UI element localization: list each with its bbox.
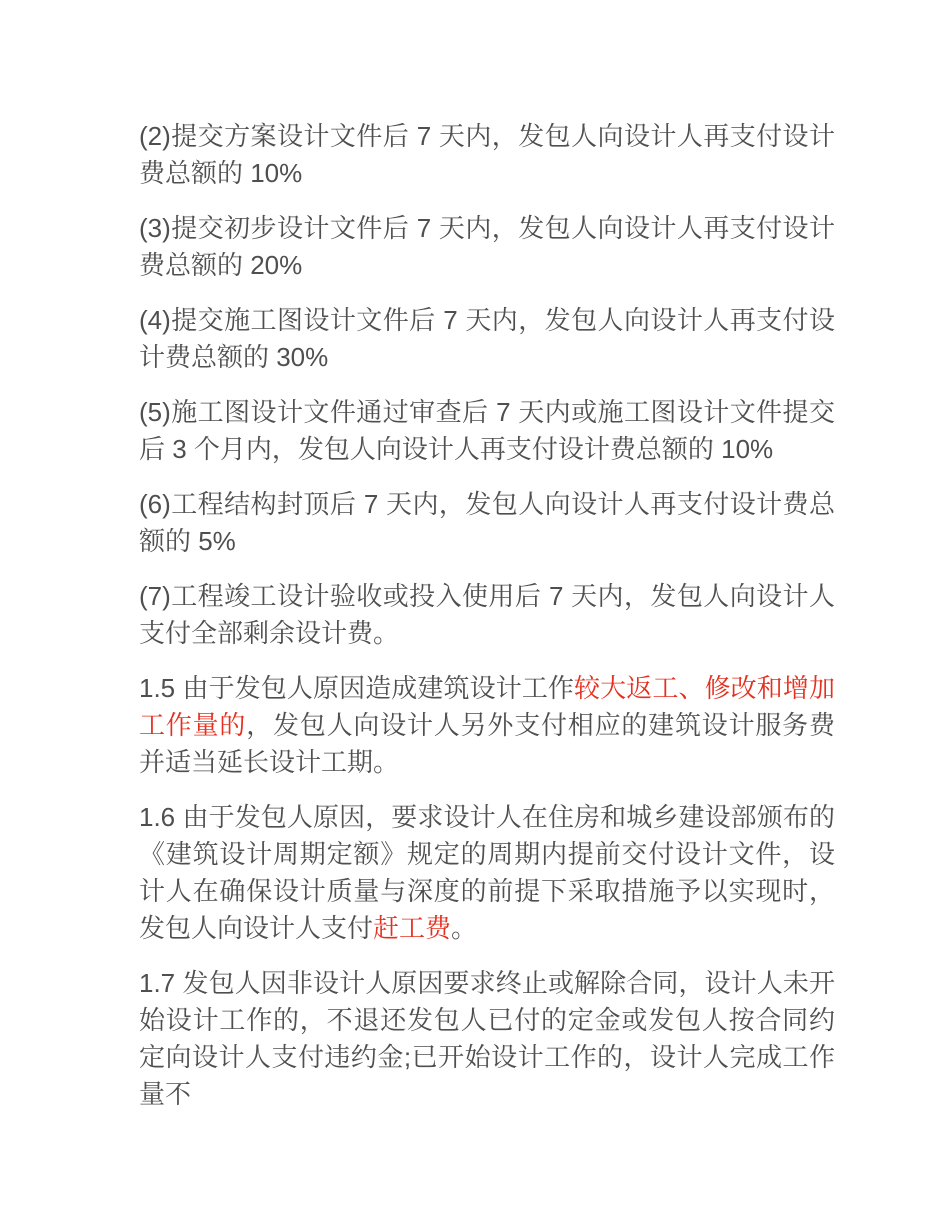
clause-paragraph-payment-step-3 [139,210,835,284]
highlighted-clause-text: 赶工费 [373,913,452,943]
clause-paragraph-payment-step-6 [139,486,835,560]
clause-paragraph-payment-step-5 [139,394,835,468]
clause-paragraph-payment-step-4 [139,302,835,376]
clause-paragraph-clause-1-7 [139,965,835,1113]
clause-text: 1.7 发包人因非设计人原因要求终止或解除合同，设计人未开始设计工作的，不退还发包人已付的定金或发包人按合同约定向设计人支付违约金;已开始设计工作的，设计人完成工作量不 [139,968,835,1109]
clause-text: 。 [451,913,478,943]
clause-text: 1.6 由于发包人原因，要求设计人在住房和城乡建设部颁布的《建筑设计周期定额》规定的周期内提前交付设计文件，设计人在确保设计质量与深度的前提下采取措施予以实现时，发包人向设计人支付 [139,802,835,943]
clause-text: (4)提交施工图设计文件后 7 天内，发包人向设计人再支付设计费总额的 30% [139,305,835,372]
clause-paragraph-clause-1-6 [139,799,835,947]
clause-text: ，发包人向设计人另外支付相应的建筑设计服务费并适当延长设计工期。 [139,710,835,777]
highlighted-clause-text: 较大返工、修改和增加工作量的 [139,673,835,740]
clause-paragraph-payment-step-7 [139,578,835,652]
clause-text: (6)工程结构封顶后 7 天内，发包人向设计人再支付设计费总额的 5% [139,489,835,556]
clause-text: (3)提交初步设计文件后 7 天内，发包人向设计人再支付设计费总额的 20% [139,213,835,280]
clause-text: (5)施工图设计文件通过审查后 7 天内或施工图设计文件提交后 3 个月内，发包人向设计人再支付设计费总额的 10% [139,397,835,464]
contract-clauses-body [139,118,835,1113]
clause-text: (7)工程竣工设计验收或投入使用后 7 天内，发包人向设计人支付全部剩余设计费。 [139,581,835,648]
clause-paragraph-clause-1-5 [139,670,835,781]
clause-paragraph-payment-step-2 [139,118,835,192]
clause-text: (2)提交方案设计文件后 7 天内，发包人向设计人再支付设计费总额的 10% [139,121,835,188]
clause-text: 1.5 由于发包人原因造成建筑设计工作 [139,673,575,703]
